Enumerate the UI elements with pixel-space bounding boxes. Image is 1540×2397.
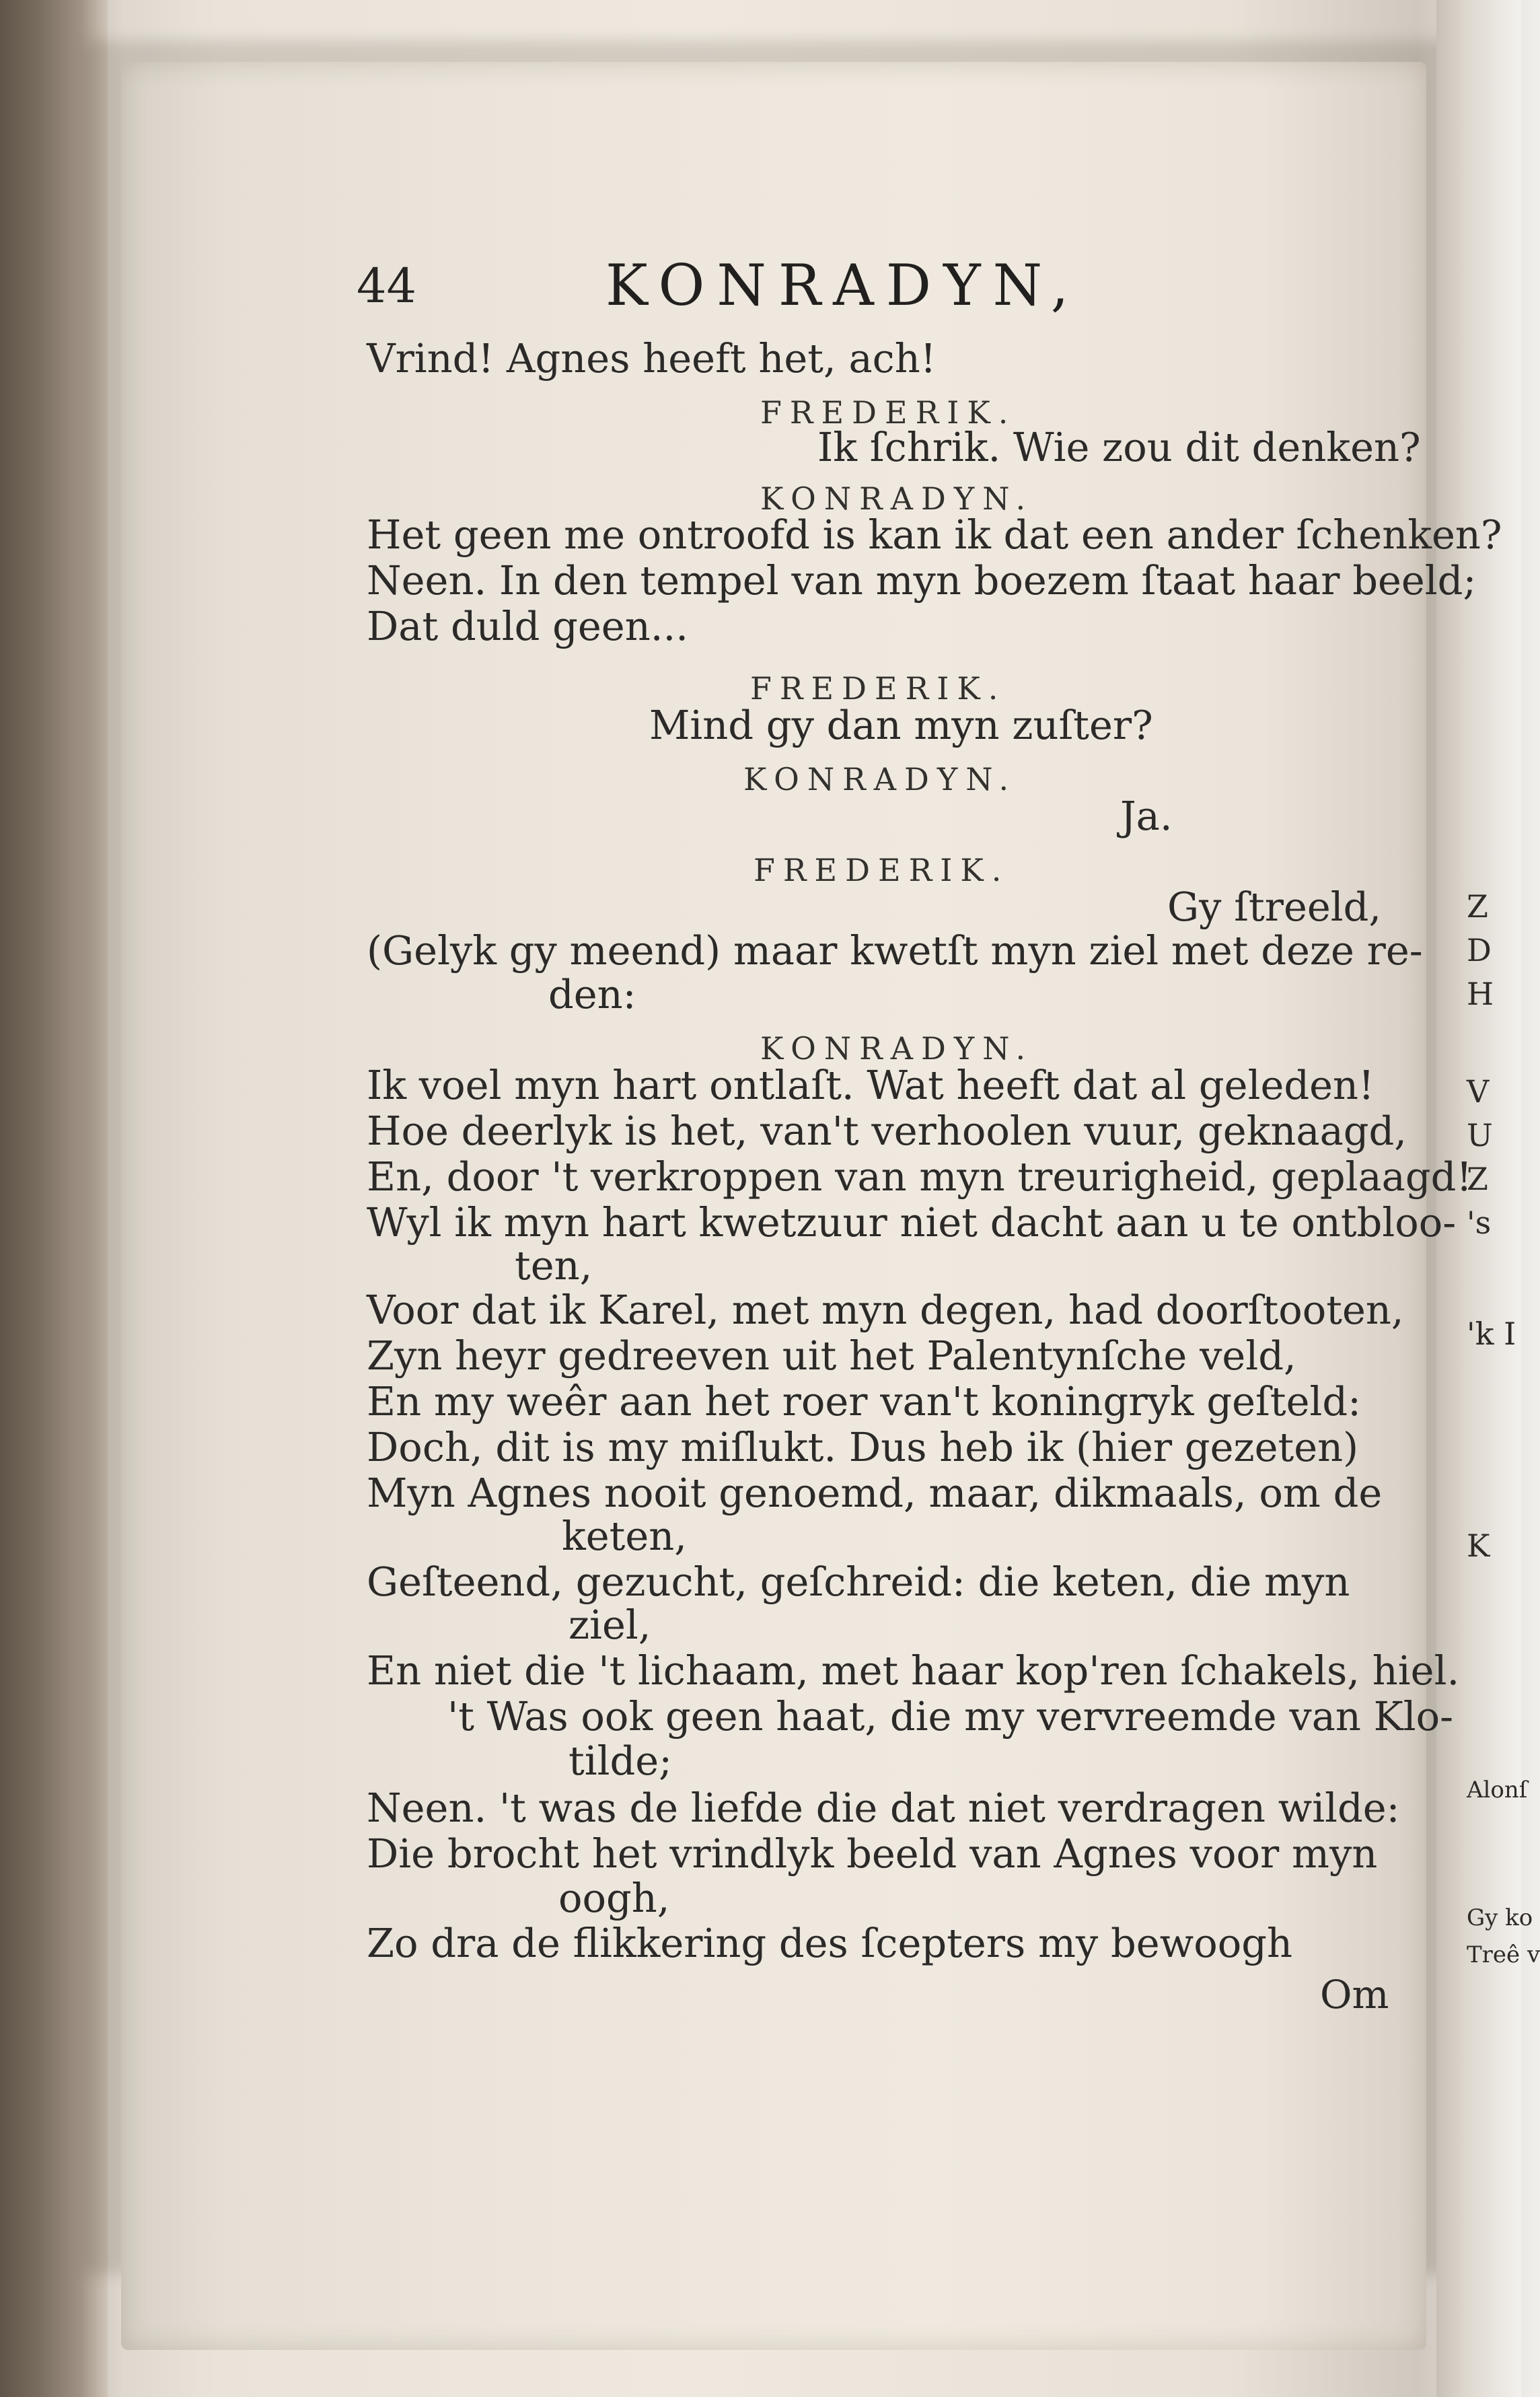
right-page-fragment: Z — [1467, 888, 1488, 925]
catchword: Om — [1320, 1972, 1389, 2017]
text-line: Ik voel myn hart ontlaſt. Wat heeft dat al geleden! — [367, 1062, 1374, 1108]
text-line: En, door 't verkroppen van myn treurigheid, geplaagd! — [367, 1153, 1473, 1200]
right-page-fragment: 's — [1467, 1205, 1492, 1241]
text-line: Wyl ik myn hart kwetzuur niet dacht aan u te ontbloo- — [367, 1199, 1457, 1246]
speaker-name: FREDERIK. — [760, 394, 1017, 431]
right-page-fragment: V — [1467, 1073, 1490, 1110]
text-line: Het geen me ontroofd is kan ik dat een ander ſchenken? — [367, 511, 1502, 558]
text-line: Geſteend, gezucht, geſchreid: die keten, die myn — [367, 1559, 1350, 1605]
text-line: Zo dra de flikkering des ſcepters my bewoogh — [367, 1920, 1293, 1966]
right-page-fragment: Z — [1467, 1161, 1488, 1197]
text-line: ten, — [515, 1242, 593, 1289]
text-line: Doch, dit is my miſlukt. Dus heb ik (hier gezeten) — [367, 1424, 1359, 1470]
right-page-fragment: K — [1467, 1528, 1490, 1564]
text-line: (Gelyk gy meend) maar kwetſt myn ziel met deze re- — [367, 927, 1423, 974]
text-line: Vrind! Agnes heeft het, ach! — [367, 335, 937, 382]
text-line: 't Was ook geen haat, die my vervreemde van Klo- — [447, 1693, 1454, 1740]
text-line: oogh, — [558, 1875, 670, 1921]
text-line: En niet die 't lichaam, met haar kop'ren ſchakels, hiel. — [367, 1647, 1460, 1694]
right-page-fragment: 'k I — [1467, 1316, 1516, 1352]
text-line: Ja. — [1120, 793, 1173, 839]
right-page-fragment: Alonſ — [1467, 1777, 1528, 1803]
running-title: KONRADYN, — [606, 252, 1081, 318]
right-page-fragment: H — [1467, 976, 1494, 1012]
text-line: Voor dat ik Karel, met myn degen, had doorſtooten, — [367, 1287, 1404, 1333]
text-line: Myn Agnes nooit genoemd, maar, dikmaals, om de — [367, 1470, 1383, 1516]
right-page-fragment: Gy ko — [1467, 1904, 1533, 1931]
text-line: Mind gy dan myn zuſter? — [649, 702, 1153, 748]
speaker-name: KONRADYN. — [760, 1030, 1034, 1067]
speaker-name: FREDERIK. — [754, 852, 1010, 888]
speaker-name: KONRADYN. — [760, 480, 1034, 517]
right-page-fragment: D — [1467, 932, 1492, 968]
text-line: tilde; — [569, 1738, 673, 1784]
right-page-fragment: U — [1467, 1117, 1493, 1153]
right-page-fragments — [1467, 0, 1540, 2397]
text-line: keten, — [562, 1513, 688, 1559]
speaker-name: KONRADYN. — [743, 761, 1017, 797]
right-page-fragment: Treê v — [1467, 1941, 1540, 1968]
speaker-name: FREDERIK. — [750, 670, 1006, 707]
text-line: Dat duld geen... — [367, 603, 688, 649]
text-line: Zyn heyr gedreeven uit het Palentynſche veld, — [367, 1332, 1296, 1379]
text-line: Neen. 't was de liefde die dat niet verdragen wilde: — [367, 1785, 1400, 1831]
page-number: 44 — [357, 258, 417, 314]
text-line: Neen. In den tempel van myn boezem ſtaat haar beeld; — [367, 557, 1477, 604]
text-line: den: — [548, 971, 636, 1017]
text-line: Ik ſchrik. Wie zou dit denken? — [817, 424, 1421, 470]
text-line: Die brocht het vrindlyk beeld van Agnes voor myn — [367, 1830, 1378, 1877]
text-line: ziel, — [569, 1602, 651, 1648]
text-line: En my weêr aan het roer van't koningryk geſteld: — [367, 1378, 1362, 1425]
text-line: Gy ſtreeld, — [1167, 884, 1382, 930]
text-line: Hoe deerlyk is het, van't verhoolen vuur, geknaagd, — [367, 1108, 1407, 1154]
